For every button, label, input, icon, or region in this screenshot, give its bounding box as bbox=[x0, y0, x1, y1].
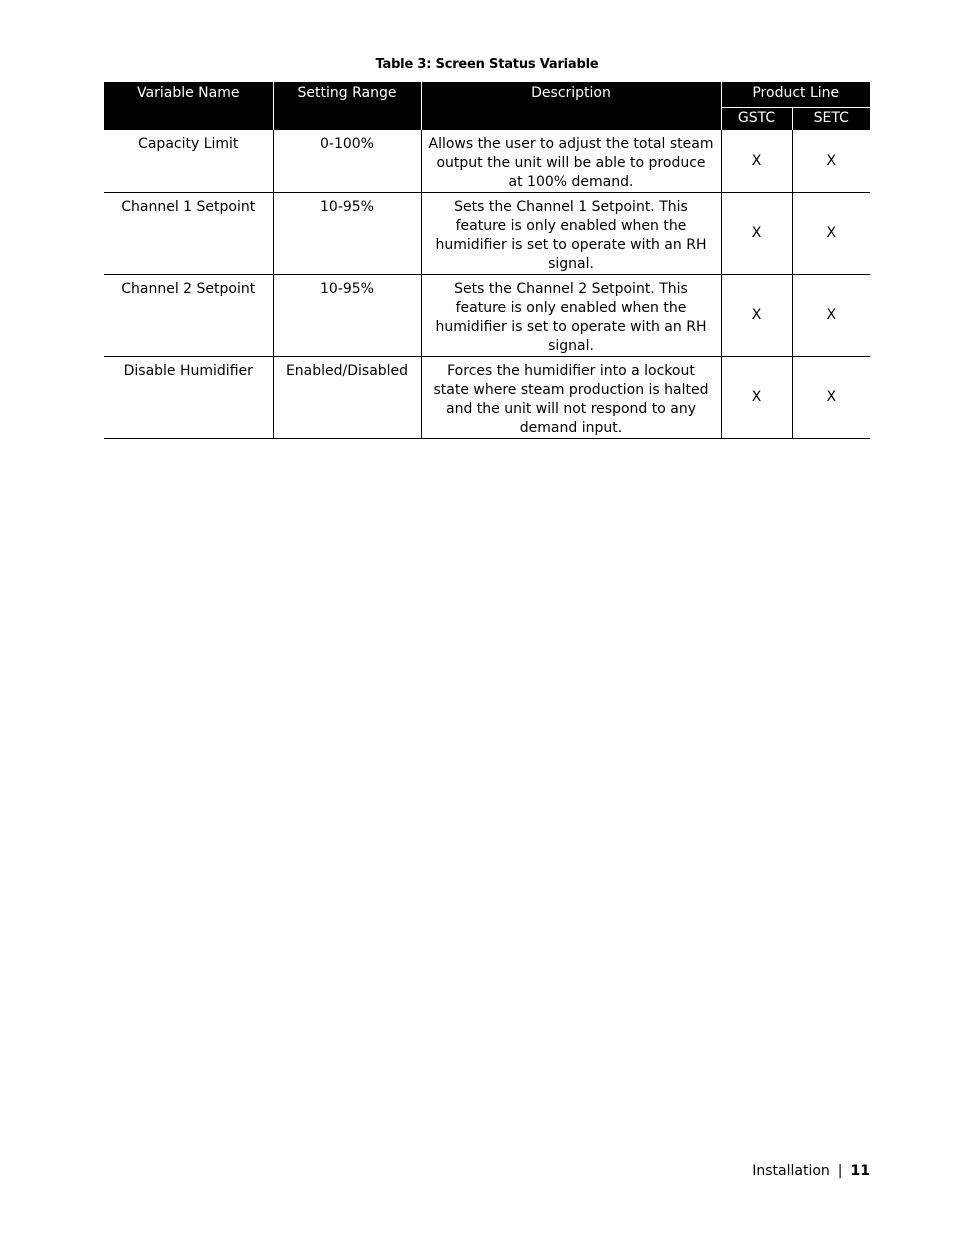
table-body bbox=[104, 130, 870, 439]
cell-gstc: X bbox=[721, 357, 792, 439]
cell-description: Allows the user to adjust the total steam output the unit will be able to produce at 100% demand. bbox=[421, 130, 721, 193]
cell-description: Forces the humidifier into a lockout state where steam production is halted and the unit will not respond to any demand input. bbox=[421, 357, 721, 439]
table-caption: Table 3: Screen Status Variable bbox=[375, 57, 599, 72]
cell-gstc: X bbox=[721, 130, 792, 193]
header-setting-range: Setting Range bbox=[273, 82, 421, 130]
cell-setting-range: 0-100% bbox=[273, 130, 421, 193]
cell-variable-name: Capacity Limit bbox=[104, 130, 273, 193]
table-header bbox=[104, 82, 870, 130]
cell-variable-name: Channel 2 Setpoint bbox=[104, 275, 273, 357]
footer-section: Installation bbox=[752, 1163, 830, 1179]
cell-gstc: X bbox=[721, 275, 792, 357]
cell-setc: X bbox=[792, 357, 870, 439]
table-row bbox=[104, 130, 870, 193]
cell-setting-range: Enabled/Disabled bbox=[273, 357, 421, 439]
cell-setc: X bbox=[792, 130, 870, 193]
cell-setting-range: 10-95% bbox=[273, 275, 421, 357]
table-row bbox=[104, 357, 870, 439]
cell-setc: X bbox=[792, 193, 870, 275]
header-product-line: Product Line bbox=[721, 82, 870, 108]
header-variable-name: Variable Name bbox=[104, 82, 273, 130]
screen-status-table bbox=[104, 82, 870, 439]
table-row bbox=[104, 275, 870, 357]
header-gstc: GSTC bbox=[721, 108, 792, 131]
footer-separator: | bbox=[837, 1163, 843, 1179]
cell-setting-range: 10-95% bbox=[273, 193, 421, 275]
page-number: 11 bbox=[850, 1163, 870, 1179]
header-description: Description bbox=[421, 82, 721, 130]
page-footer bbox=[752, 1163, 870, 1179]
table-row bbox=[104, 193, 870, 275]
header-setc: SETC bbox=[792, 108, 870, 131]
cell-description: Sets the Channel 1 Setpoint. This feature is only enabled when the humidifier is set to operate with an RH signal. bbox=[421, 193, 721, 275]
cell-variable-name: Disable Humidifier bbox=[104, 357, 273, 439]
cell-gstc: X bbox=[721, 193, 792, 275]
cell-variable-name: Channel 1 Setpoint bbox=[104, 193, 273, 275]
cell-setc: X bbox=[792, 275, 870, 357]
cell-description: Sets the Channel 2 Setpoint. This feature is only enabled when the humidifier is set to operate with an RH signal. bbox=[421, 275, 721, 357]
